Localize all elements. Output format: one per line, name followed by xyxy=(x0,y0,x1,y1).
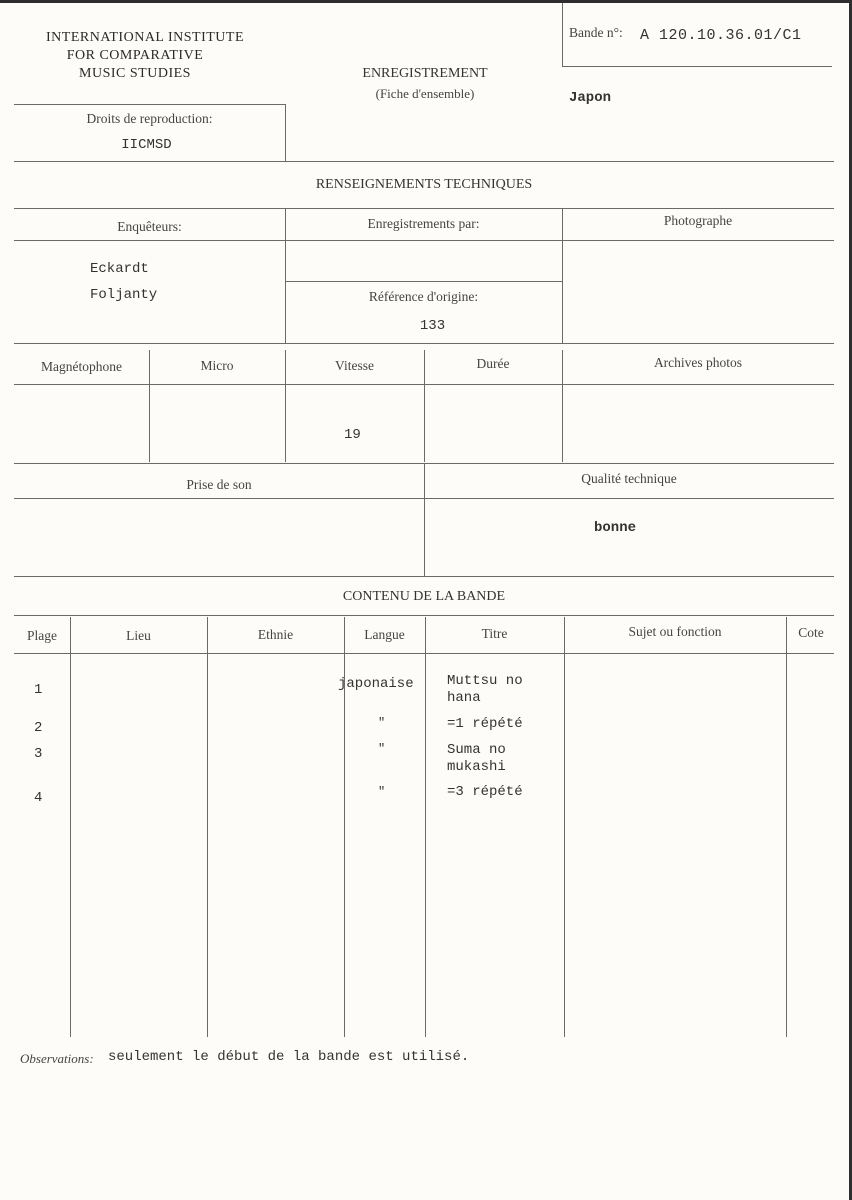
tape-number-label: Bande n°: xyxy=(569,25,623,40)
speed-value: 19 xyxy=(344,427,361,443)
divider xyxy=(285,281,562,282)
observations-value: seulement le début de la bande est utilisé. xyxy=(108,1049,470,1065)
photographer-label: Photographe xyxy=(663,213,733,228)
rights-label: Droits de reproduction: xyxy=(86,111,213,126)
row-3-titre-line2: mukashi xyxy=(447,759,506,775)
column-header-lieu: Lieu xyxy=(126,628,151,643)
country-value: Japon xyxy=(569,90,612,106)
divider xyxy=(14,498,834,499)
rights-value: IICMSD xyxy=(121,137,172,153)
investigators-label: Enquêteurs: xyxy=(117,219,182,234)
rights-box-top xyxy=(14,104,285,105)
row-4-titre: =3 répété xyxy=(447,784,523,800)
form-title: ENREGISTREMENT xyxy=(362,66,488,81)
row-3-plage: 3 xyxy=(34,746,43,762)
form-subtitle: (Fiche d'ensemble) xyxy=(375,86,475,101)
divider xyxy=(14,240,834,241)
divider xyxy=(14,653,834,654)
row-4-plage: 4 xyxy=(34,790,43,806)
row-3-titre-line1: Suma no xyxy=(447,742,506,758)
content-section-title: CONTENU DE LA BANDE xyxy=(342,589,506,604)
duration-label: Durée xyxy=(476,356,510,371)
recorder-label: Magnétophone xyxy=(41,359,122,374)
investigator-1: Eckardt xyxy=(90,261,149,277)
row-2-plage: 2 xyxy=(34,720,43,736)
investigator-2: Foljanty xyxy=(90,287,158,303)
column-header-cote: Cote xyxy=(798,625,824,640)
row-2-titre: =1 répété xyxy=(447,716,523,732)
quality-value: bonne xyxy=(594,520,637,536)
technical-section-title: RENSEIGNEMENTS TECHNIQUES xyxy=(315,177,533,192)
quality-label: Qualité technique xyxy=(581,471,677,486)
column-header-plage: Plage xyxy=(27,628,57,643)
column-divider xyxy=(564,617,565,1037)
column-header-langue: Langue xyxy=(364,627,405,642)
divider xyxy=(14,343,834,344)
rights-box-right xyxy=(285,104,286,162)
institute-name-line2: FOR COMPARATIVE xyxy=(66,48,204,63)
sound-recording-label: Prise de son xyxy=(186,477,252,492)
row-3-langue: " xyxy=(378,742,386,756)
column-header-titre: Titre xyxy=(481,626,508,641)
tape-box-bottom xyxy=(562,66,832,67)
divider xyxy=(14,208,834,209)
row-1-langue: japonaise xyxy=(338,676,414,692)
tape-number-value: A 120.10.36.01/C1 xyxy=(640,27,802,44)
divider xyxy=(14,384,834,385)
column-header-ethnie: Ethnie xyxy=(257,627,294,642)
row-1-plage: 1 xyxy=(34,682,43,698)
tape-box-border xyxy=(562,3,563,66)
row-1-titre-line1: Muttsu no xyxy=(447,673,523,689)
column-header-sujet: Sujet ou fonction xyxy=(628,624,722,639)
column-divider xyxy=(207,617,208,1037)
institute-name-line1: INTERNATIONAL INSTITUTE xyxy=(46,30,244,45)
row-2-langue: " xyxy=(378,716,386,730)
row-4-langue: " xyxy=(378,785,386,799)
column-divider xyxy=(786,617,787,1037)
divider xyxy=(14,161,834,162)
speed-label: Vitesse xyxy=(335,358,374,373)
recordings-by-label: Enregistrements par: xyxy=(367,216,480,231)
origin-reference-value: 133 xyxy=(419,318,446,334)
origin-reference-label: Référence d'origine: xyxy=(368,289,479,304)
micro-label: Micro xyxy=(200,358,234,373)
column-divider xyxy=(425,617,426,1037)
divider xyxy=(14,615,834,616)
institute-name-line3: MUSIC STUDIES xyxy=(79,66,191,81)
column-divider xyxy=(70,617,71,1037)
photo-archive-label: Archives photos xyxy=(653,355,743,370)
row-1-titre-line2: hana xyxy=(447,690,481,706)
divider xyxy=(14,576,834,577)
observations-label: Observations: xyxy=(20,1051,94,1066)
